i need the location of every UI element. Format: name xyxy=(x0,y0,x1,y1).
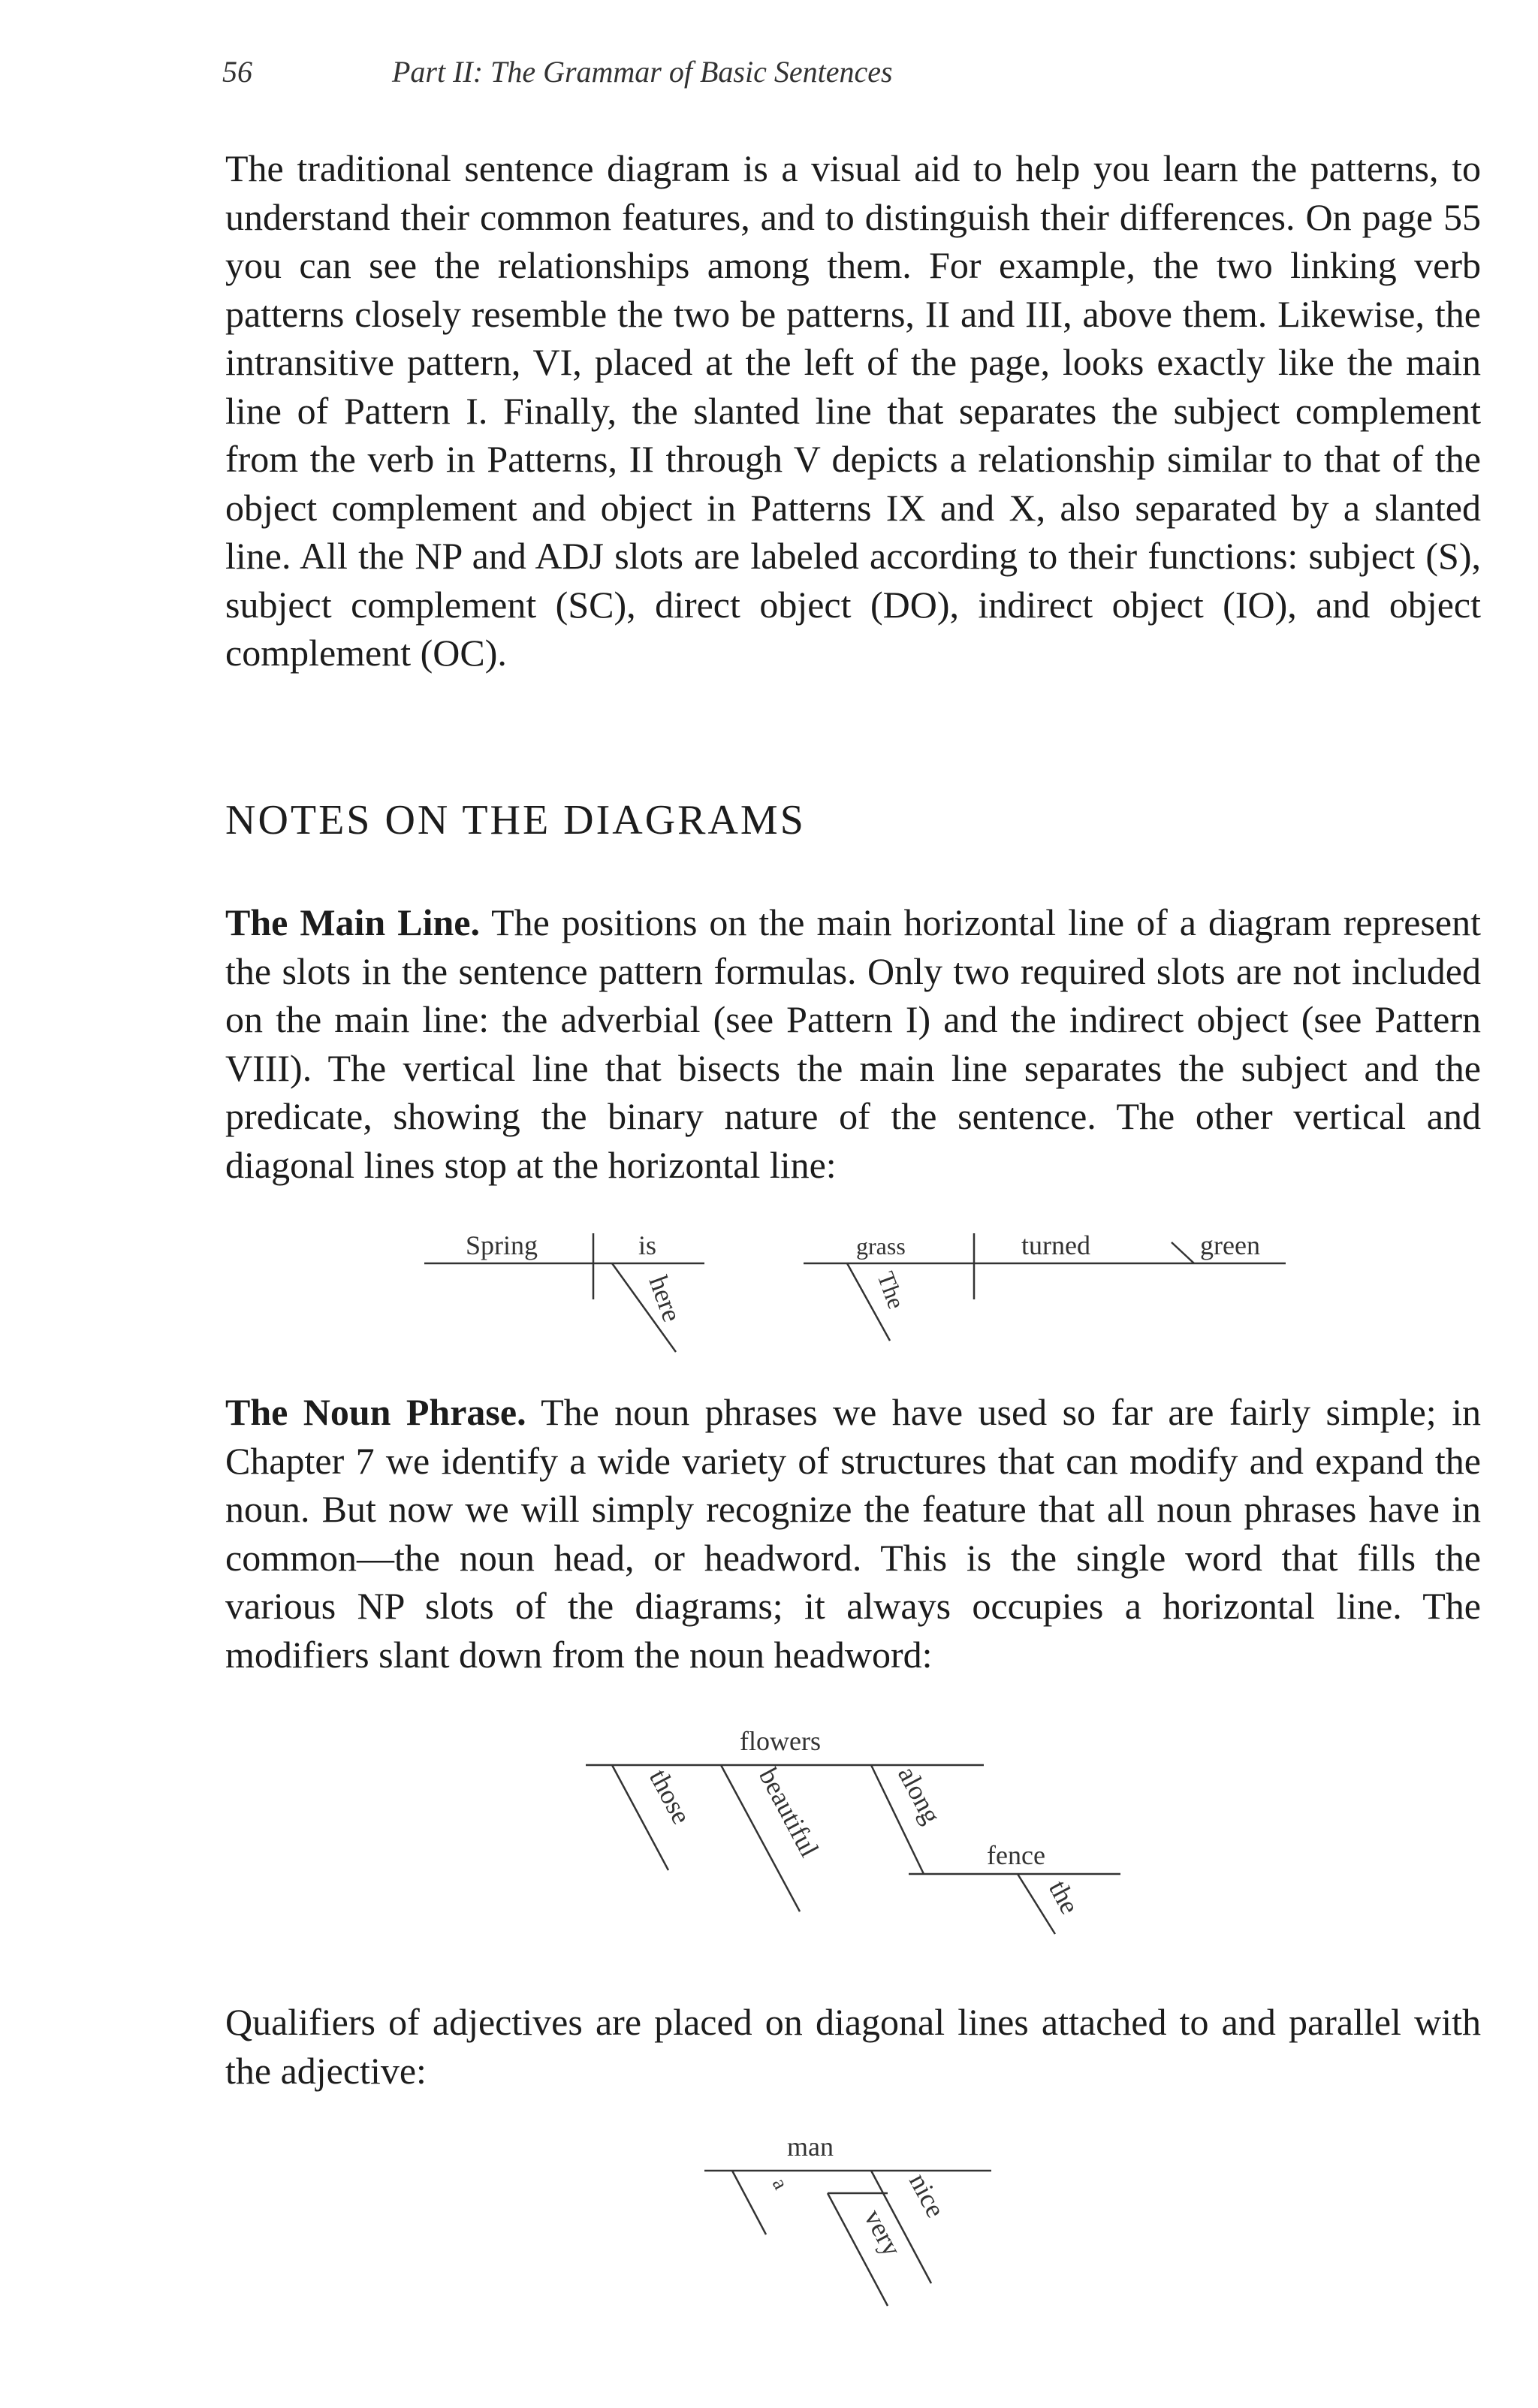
adjective: nice xyxy=(903,2168,951,2222)
object-word: fence xyxy=(987,1840,1045,1870)
running-header xyxy=(222,54,893,89)
noun-phrase-text: The noun phrases we have used so far are fairly simple; in Chapter 7 we identify a wide variety of structures that can modify and expand the noun. But now we will simply recognize the feature that all noun phrases have in common—the noun head, or headword. This is the single word that fills the various NP slots of the diagrams; it always occupies a horizontal line. The modifiers slant down from the noun headword: xyxy=(225,1391,1481,1676)
complement-slant xyxy=(1172,1242,1194,1263)
qualifier: very xyxy=(858,2204,908,2262)
main-line-heading: The Main Line. xyxy=(225,901,480,943)
running-title: Part II: The Grammar of Basic Sentences xyxy=(392,55,893,89)
preposition: along xyxy=(891,1761,947,1829)
modifier-2: beautiful xyxy=(752,1762,825,1862)
main-line-text: The positions on the main horizontal line of a diagram represent the slots in the sentence pattern formulas. Only two required slots are not included on the main line: the adverbial (see Pattern I) and the indirect object (see Pattern VIII). The vertical line that bisects the main line separates the subject and the predicate, showing the binary nature of the sentence. The other vertical and diagonal lines stop at the horizontal line: xyxy=(225,901,1481,1186)
noun-phrase-paragraph xyxy=(225,1388,1481,1679)
headword: flowers xyxy=(740,1726,821,1756)
noun-phrase-diagram xyxy=(0,1690,1538,1938)
determiner: a xyxy=(767,2174,793,2194)
verb-word: is xyxy=(638,1230,657,1260)
object-modifier-diagonal xyxy=(1018,1874,1055,1934)
diagram-spring xyxy=(424,1230,704,1352)
complement-word: green xyxy=(1200,1230,1260,1260)
page-number: 56 xyxy=(222,55,252,89)
subject-word: grass xyxy=(856,1233,906,1260)
determiner-diagonal xyxy=(732,2171,766,2234)
intro-paragraph: The traditional sentence diagram is a visual aid to help you learn the patterns, to understand their common features, and to distinguish their differences. On page 55 you can see the relationships among them. For example, the two linking verb patterns closely resemble the two be patterns, II and III, above them. Likewise, the intransitive pattern, VI, placed at the left of the page, looks exactly like the main line of Pattern I. Finally, the slanted line that separates the subject complement from the verb in Patterns, II through V depicts a relationship similar to that of the object complement and object in Patterns IX and X, also separated by a slanted line. All the NP and ADJ slots are labeled according to their functions: subject (S), subject complement (SC), direct object (DO), indirect object (IO), and object complement (OC). xyxy=(225,147,1481,674)
section-title: NOTES ON THE DIAGRAMS xyxy=(225,797,806,843)
diagram-grass xyxy=(804,1230,1286,1341)
qualifiers-paragraph: Qualifiers of adjectives are placed on diagonal lines attached to and parallel with the adjective: xyxy=(225,2001,1481,2092)
qualifier-diagram xyxy=(0,2111,1538,2351)
determiner-word: The xyxy=(872,1268,911,1313)
modifier-word: here xyxy=(643,1272,688,1326)
object-modifier: the xyxy=(1042,1875,1085,1919)
main-line-diagrams xyxy=(0,1202,1538,1382)
modifier-1: those xyxy=(643,1764,697,1829)
main-line-paragraph xyxy=(225,898,1481,1189)
subject-word: Spring xyxy=(466,1230,538,1260)
noun-phrase-heading: The Noun Phrase. xyxy=(225,1391,526,1433)
headword: man xyxy=(787,2132,834,2162)
verb-word: turned xyxy=(1021,1230,1090,1260)
